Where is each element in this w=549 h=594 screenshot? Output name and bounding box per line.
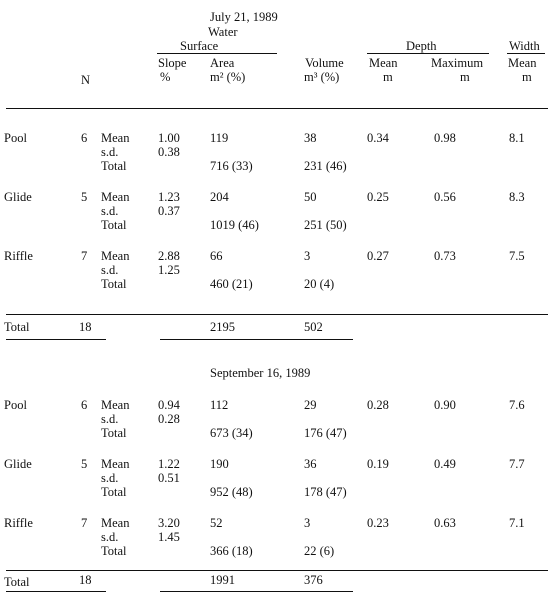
slope-cell: 1.22: [158, 457, 180, 471]
depth-mean-cell: 0.27: [367, 249, 389, 263]
area-cell: 204: [210, 190, 229, 204]
total-n: 18: [79, 573, 92, 587]
category-label: Glide: [4, 190, 32, 204]
area-header: Area: [210, 56, 235, 70]
width-mean-unit: m: [522, 70, 532, 84]
stat-label: Total: [101, 485, 127, 499]
september-total-rule: [6, 570, 548, 571]
volume-cell: 36: [304, 457, 317, 471]
n-value: 5: [81, 457, 88, 471]
n-value: 6: [81, 131, 88, 145]
depth-max-cell: 0.56: [434, 190, 456, 204]
depth-mean-unit: m: [383, 70, 393, 84]
width-cell: 7.6: [509, 398, 525, 412]
depth-max-cell: 0.49: [434, 457, 456, 471]
depth-mean-cell: 0.23: [367, 516, 389, 530]
stat-label: Mean: [101, 457, 130, 471]
area-cell: 119: [210, 131, 229, 145]
n-value: 7: [81, 249, 88, 263]
stat-label: s.d.: [101, 204, 119, 218]
width-cell: 7.7: [509, 457, 525, 471]
slope-cell: 0.37: [158, 204, 180, 218]
slope-cell: 0.94: [158, 398, 180, 412]
area-unit: m² (%): [210, 70, 246, 84]
stat-label: Total: [101, 159, 127, 173]
slope-cell: 3.20: [158, 516, 180, 530]
depth-mean-header: Mean: [369, 56, 398, 70]
stat-label: Total: [101, 218, 127, 232]
stat-label: s.d.: [101, 412, 119, 426]
area-cell: 1019 (46): [210, 218, 259, 232]
depth-max-cell: 0.90: [434, 398, 456, 412]
total-volume: 502: [304, 320, 323, 334]
slope-cell: 0.38: [158, 145, 180, 159]
volume-cell: 22 (6): [304, 544, 335, 558]
slope-cell: 1.00: [158, 131, 180, 145]
depth-mean-cell: 0.34: [367, 131, 389, 145]
area-cell: 52: [210, 516, 223, 530]
depth-mean-cell: 0.19: [367, 457, 389, 471]
slope-unit: %: [160, 70, 171, 84]
width-cell: 8.3: [509, 190, 525, 204]
category-label: Riffle: [4, 249, 33, 263]
depth-group-label: Depth: [406, 39, 437, 53]
stat-label: Mean: [101, 131, 130, 145]
total-label: Total: [4, 320, 30, 334]
july-total-rule: [6, 314, 548, 315]
september-total-underline-mid: [160, 591, 353, 592]
september-total-underline-left: [6, 591, 106, 592]
depth-max-cell: 0.73: [434, 249, 456, 263]
volume-cell: 251 (50): [304, 218, 347, 232]
category-label: Pool: [4, 131, 27, 145]
volume-unit: m³ (%): [304, 70, 340, 84]
category-label: Glide: [4, 457, 32, 471]
depth-mean-cell: 0.28: [367, 398, 389, 412]
slope-cell: 1.25: [158, 263, 180, 277]
volume-cell: 231 (46): [304, 159, 347, 173]
area-cell: 673 (34): [210, 426, 253, 440]
width-cell: 8.1: [509, 131, 525, 145]
volume-cell: 3: [304, 516, 311, 530]
category-label: Pool: [4, 398, 27, 412]
slope-cell: 1.45: [158, 530, 180, 544]
volume-cell: 3: [304, 249, 311, 263]
water-surface-rule: [157, 53, 277, 54]
stat-label: s.d.: [101, 530, 119, 544]
width-cell: 7.1: [509, 516, 525, 530]
july-date-title: July 21, 1989: [210, 10, 278, 24]
total-n: 18: [79, 320, 92, 334]
depth-max-cell: 0.63: [434, 516, 456, 530]
slope-cell: 2.88: [158, 249, 180, 263]
total-area: 2195: [210, 320, 235, 334]
depth-max-cell: 0.98: [434, 131, 456, 145]
stat-label: Mean: [101, 398, 130, 412]
volume-cell: 50: [304, 190, 317, 204]
header-bottom-rule: [6, 108, 548, 109]
september-date-title: September 16, 1989: [210, 366, 311, 380]
width-cell: 7.5: [509, 249, 525, 263]
water-surface-label-1: Water: [208, 25, 238, 39]
area-cell: 66: [210, 249, 223, 263]
stat-label: Total: [101, 426, 127, 440]
slope-cell: 0.51: [158, 471, 180, 485]
volume-header: Volume: [305, 56, 344, 70]
stat-label: Mean: [101, 190, 130, 204]
area-cell: 460 (21): [210, 277, 253, 291]
volume-cell: 29: [304, 398, 317, 412]
area-cell: 112: [210, 398, 229, 412]
stat-label: s.d.: [101, 263, 119, 277]
stat-label: Total: [101, 277, 127, 291]
area-cell: 716 (33): [210, 159, 253, 173]
depth-max-header: Maximum: [431, 56, 484, 70]
depth-mean-cell: 0.25: [367, 190, 389, 204]
july-total-underline-left: [6, 339, 106, 340]
n-value: 5: [81, 190, 88, 204]
slope-cell: 0.28: [158, 412, 180, 426]
area-cell: 190: [210, 457, 229, 471]
slope-header: Slope: [158, 56, 187, 70]
area-cell: 366 (18): [210, 544, 253, 558]
stat-label: Mean: [101, 516, 130, 530]
stat-label: Total: [101, 544, 127, 558]
volume-cell: 38: [304, 131, 317, 145]
volume-cell: 178 (47): [304, 485, 347, 499]
n-value: 7: [81, 516, 88, 530]
total-volume: 376: [304, 573, 323, 587]
n-header: N: [81, 73, 91, 87]
width-group-label: Width: [509, 39, 540, 53]
width-rule: [507, 53, 545, 54]
stat-label: Mean: [101, 249, 130, 263]
area-cell: 952 (48): [210, 485, 253, 499]
total-label: Total: [4, 575, 30, 589]
category-label: Riffle: [4, 516, 33, 530]
stat-label: s.d.: [101, 145, 119, 159]
width-mean-header: Mean: [508, 56, 537, 70]
stat-label: s.d.: [101, 471, 119, 485]
n-value: 6: [81, 398, 88, 412]
water-surface-label-2: Surface: [180, 39, 219, 53]
slope-cell: 1.23: [158, 190, 180, 204]
volume-cell: 20 (4): [304, 277, 335, 291]
depth-max-unit: m: [460, 70, 470, 84]
depth-rule: [367, 53, 489, 54]
july-total-underline-mid: [160, 339, 353, 340]
total-area: 1991: [210, 573, 235, 587]
volume-cell: 176 (47): [304, 426, 347, 440]
